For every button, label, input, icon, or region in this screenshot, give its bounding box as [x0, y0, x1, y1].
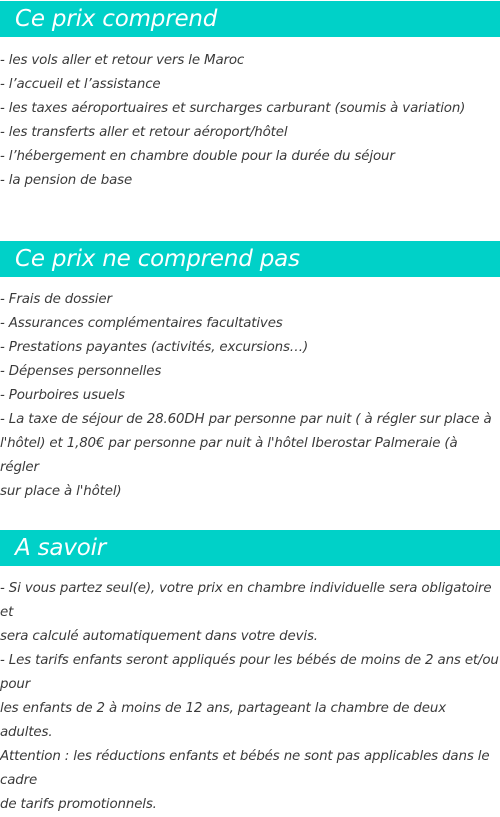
- good-to-know-list: [0, 577, 500, 817]
- list-item: - Si vous partez seul(e), votre prix en chambre individuelle sera obligatoire et: [0, 581, 492, 620]
- list-item: - Dépenses personnelles: [0, 364, 162, 379]
- list-item: - la pension de base: [0, 173, 133, 188]
- list-item: Attention : les réductions enfants et bébés ne sont pas applicables dans le cadre: [0, 749, 490, 788]
- list-item: sera calculé automatiquement dans votre devis.: [0, 629, 318, 644]
- price-excludes-list: [0, 288, 500, 504]
- section-title-price-excludes: Ce prix ne comprend pas: [0, 241, 500, 277]
- list-item: - les vols aller et retour vers le Maroc: [0, 53, 245, 68]
- list-item: sur place à l'hôtel): [0, 484, 122, 499]
- section-title-good-to-know: A savoir: [0, 530, 500, 566]
- list-item: - Pourboires usuels: [0, 388, 125, 403]
- list-item: - La taxe de séjour de 28.60DH par personne par nuit ( à régler sur place à: [0, 412, 492, 427]
- list-item: - Les tarifs enfants seront appliqués pour les bébés de moins de 2 ans et/ou pour: [0, 653, 499, 692]
- list-item: - l’hébergement en chambre double pour la durée du séjour: [0, 149, 395, 164]
- section-title-price-includes: Ce prix comprend: [0, 1, 500, 37]
- list-item: - les taxes aéroportuaires et surcharges carburant (soumis à variation): [0, 101, 466, 116]
- list-item: - les transferts aller et retour aéroport/hôtel: [0, 125, 288, 140]
- section-price-excludes: [0, 241, 500, 504]
- list-item: l'hôtel) et 1,80€ par personne par nuit à l'hôtel Iberostar Palmeraie (à régler: [0, 436, 458, 475]
- section-good-to-know: [0, 530, 500, 817]
- price-includes-list: [0, 49, 500, 193]
- list-item: - Prestations payantes (activités, excursions…): [0, 340, 309, 355]
- section-price-includes: [0, 1, 500, 193]
- list-item: - Frais de dossier: [0, 292, 112, 307]
- list-item: - Assurances complémentaires facultatives: [0, 316, 283, 331]
- list-item: - l’accueil et l’assistance: [0, 77, 161, 92]
- list-item: de tarifs promotionnels.: [0, 797, 157, 812]
- list-item: les enfants de 2 à moins de 12 ans, partageant la chambre de deux adultes.: [0, 701, 446, 740]
